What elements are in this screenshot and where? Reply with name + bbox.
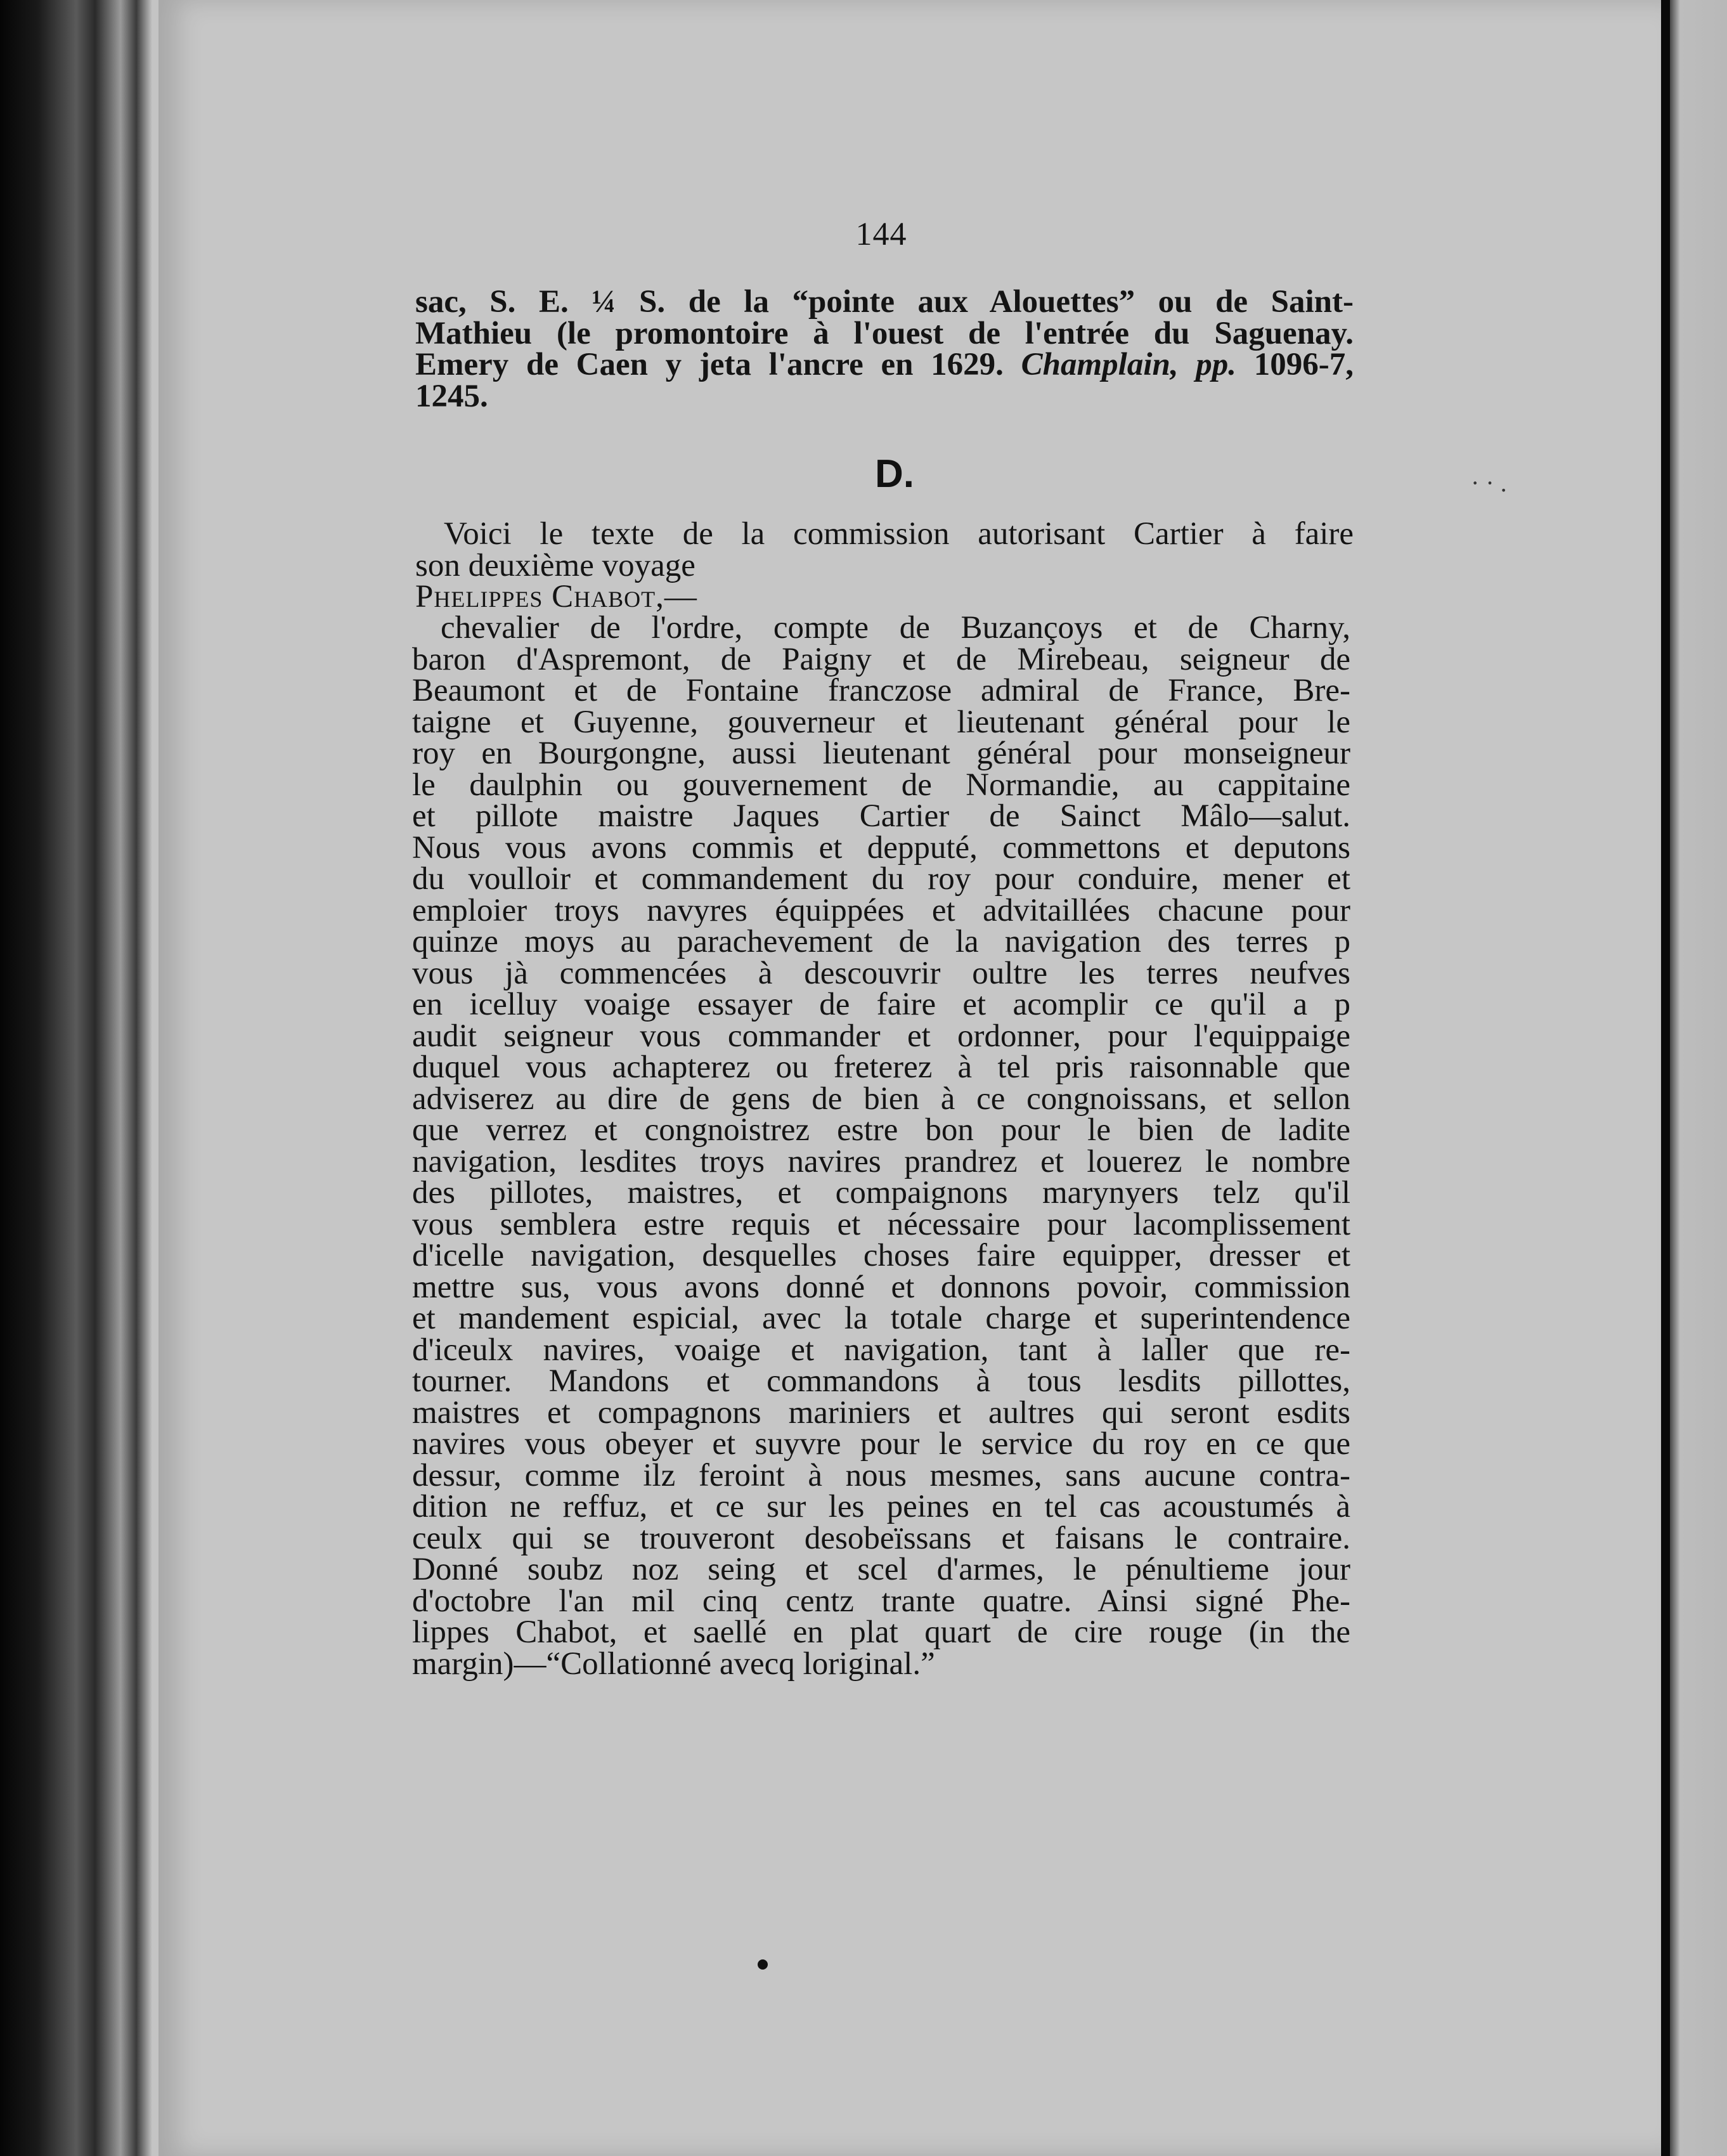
text-line: Nous vous avons commis et depputé, commettons et deputons (412, 829, 1350, 866)
text-line: chevalier de l'ordre, compte de Buzançoys et de Charny, (441, 610, 1350, 646)
text-line: Voici le texte de la commission autorisant Cartier à faire (444, 516, 1354, 552)
text-line: roy en Bourgongne, aussi lieutenant général pour monseigneur (412, 736, 1350, 771)
section-mark: · · . (1471, 469, 1507, 497)
text-line: que verrez et congnoistrez estre bon pour le bien de ladite (412, 1112, 1350, 1148)
text-line: taigne et Guyenne, gouverneur et lieutenant général pour le (412, 704, 1350, 740)
text-line: d'iceulx navires, voaige et navigation, tant à laller que re- (412, 1332, 1350, 1368)
text-line: 1245. (415, 378, 488, 414)
text-line: quinze moys au parachevement de la navigation des terres p (412, 924, 1350, 959)
text-line: Mathieu (le promontoire à l'ouest de l'entrée du Saguenay. (415, 315, 1354, 351)
text-line: ceulx qui se trouveront desobeïssans et faisans le contraire. (412, 1520, 1350, 1556)
text-line: dition ne reffuz, et ce sur les peines en tel cas acoustumés à (412, 1489, 1350, 1524)
text-line: son deuxième voyage (415, 547, 695, 583)
text-line: emploier troys navyres équippées et advitaillées chacune pour (412, 892, 1350, 928)
top-paragraph (415, 284, 1354, 414)
text-line: baron d'Aspremont, de Paigny et de Mirebeau, seigneur de (412, 641, 1350, 677)
text-line: du voulloir et commandement du roy pour conduire, mener et (412, 861, 1350, 897)
facing-page-edge (1661, 0, 1727, 2156)
text-line: maistres et compagnons mariniers et aultres qui seront esdits (412, 1394, 1350, 1431)
text-line: d'icelle navigation, desquelles choses faire equipper, dresser et (412, 1238, 1350, 1273)
text-line: adviserez au dire de gens de bien à ce congnoissans, et sellon (412, 1081, 1350, 1117)
text-line: navigation, lesdites troys navires prandrez et louerez le nombre (412, 1143, 1350, 1179)
text-line: et mandement espicial, avec la totale charge et superintendence (412, 1301, 1350, 1336)
citation-italic: Champlain, pp. (1021, 347, 1237, 382)
text-line: d'octobre l'an mil cinq centz trante quatre. Ainsi signé Phe- (412, 1583, 1350, 1619)
text-line: lippes Chabot, et saellé en plat quart de cire rouge (in the (412, 1614, 1350, 1650)
text-fragment: Emery de Caen y jeta l'ancre en 1629. (415, 347, 1004, 382)
section-heading: D. (875, 452, 914, 496)
text-line (415, 349, 1354, 381)
text-line: Beaumont et de Fontaine franczose admiral de France, Bre- (412, 673, 1350, 708)
text-line: dessur, comme ilz feroint à nous mesmes, sans aucune contra- (412, 1457, 1350, 1493)
text-line: en icelluy voaige essayer de faire et acomplir ce qu'il a p (412, 987, 1350, 1022)
text-line: tourner. Mandons et commandons à tous lesdits pillottes, (412, 1363, 1350, 1399)
text-line: navires vous obeyer et suyvre pour le service du roy en ce que (412, 1426, 1350, 1462)
text-line: audit seigneur vous commander et ordonner, pour l'equippaige (412, 1018, 1350, 1054)
addressor: Phelippes Chabot,— (415, 579, 697, 614)
text-line: et pillote maistre Jaques Cartier de Sainct Mâlo—salut. (412, 798, 1350, 834)
intro-paragraph (415, 516, 1354, 614)
commission-text (412, 610, 1350, 1682)
text-line: des pillotes, maistres, et compaignons marynyers telz qu'il (412, 1175, 1350, 1211)
text-line: le daulphin ou gouvernement de Normandie, au cappitaine (412, 767, 1350, 803)
page-number: 144 (855, 216, 907, 252)
text-line: mettre sus, vous avons donné et donnons povoir, commission (412, 1269, 1350, 1305)
text-fragment: 1096-7, (1253, 347, 1354, 382)
ink-speck (758, 1959, 768, 1970)
text-line: vous semblera estre requis et nécessaire pour lacomplissement (412, 1206, 1350, 1242)
text-line: margin)—“Collationné avecq loriginal.” (412, 1646, 935, 1682)
text-line: Donné soubz noz seing et scel d'armes, le pénultieme jour (412, 1552, 1350, 1587)
text-line: duquel vous achapterez ou freterez à tel pris raisonnable que (412, 1049, 1350, 1085)
book-binding-left (0, 0, 158, 2156)
text-line: sac, S. E. ¼ S. de la “pointe aux Alouettes” ou de Saint- (415, 284, 1354, 320)
text-line: vous jà commencées à descouvrir oultre les terres neufves (412, 955, 1350, 991)
